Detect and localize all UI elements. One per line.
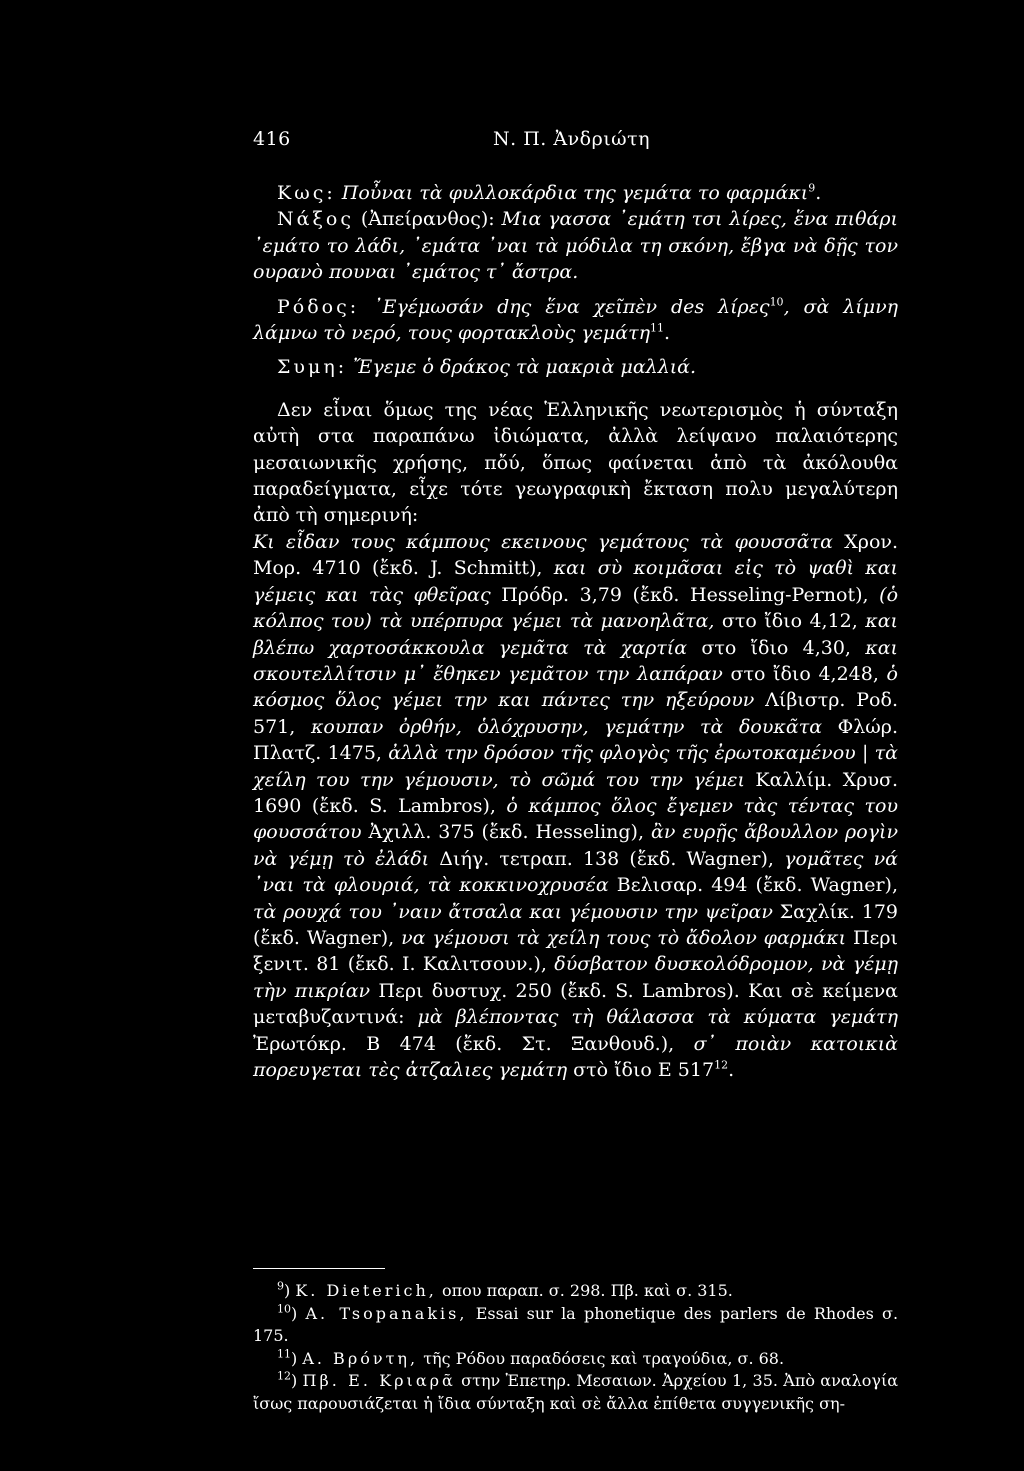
naxos-label: Νάξος bbox=[277, 208, 355, 231]
footnote-text: στην Ἐπετηρ. Μεσαιων. Ἀρχείου 1, 35. Ἀπὸ αναλογία ἴσως παρουσιάζεται ἡ ἴδια σύνταξη καὶ σὲ ἄλλα ἐπίθετα συγγενικῆς ση- bbox=[253, 1371, 899, 1413]
body-text bbox=[253, 180, 898, 1083]
quote-a: Κι εἶδαν τους κάμπους εκεινους γεμάτους τὰ φουσσᾶτα bbox=[253, 530, 833, 553]
footnote-divider bbox=[253, 1268, 385, 1269]
footnote-text: οπου παραπ. σ. 298. Πβ. καὶ σ. 315. bbox=[441, 1281, 733, 1300]
ref-b: Πρόδρ. 3,79 (ἔκδ. Hesseling-Pernot), bbox=[501, 583, 869, 606]
footnote-text: τῆς Ρόδου παραδόσεις καὶ τραγούδια, σ. 68. bbox=[423, 1348, 785, 1368]
naxos-text: Μια γασσα ᾿εμάτη τσι λίρες, ἕνα πιθάρι ᾿εμάτο το λάδι, ᾿εμάτα ᾿ναι τὰ μόδιλα τη σκόνη, ἔβγα νὰ δῇς τον ουρανὸ πουναι ᾿εμάτος τ᾿ ἄστρα. bbox=[253, 208, 898, 284]
footnote-ref-12: 12 bbox=[714, 1058, 729, 1072]
symi-label: Συμη: bbox=[277, 356, 348, 379]
footnote-12: $^{12}$) Πβ. Ε. Κριαρᾶ στην Ἐπετηρ. Μεσαιων. Ἀρχείου 1, 35. Ἀπὸ αναλογία ἴσως παρουσιάζεται ἡ ἴδια σύνταξη καὶ σὲ ἄλλα ἐπίθετα συγγενικῆς ση- bbox=[253, 1369, 899, 1413]
footnote-text: Essai sur la phonetique des parlers de Rhodes σ. 175. bbox=[253, 1303, 899, 1345]
footnote-11: $^{11}$) Α. Βρόντη, τῆς Ρόδου παραδόσεις καὶ τραγούδια, σ. 68. bbox=[277, 1347, 785, 1368]
footnote-ref-9: 9 bbox=[808, 181, 816, 195]
footnote-ref-10: 10 bbox=[769, 295, 784, 309]
quote-c: (ὁ κόλπος του) τὰ υπέρπυρα γέμει τὰ μανοηλᾶτα, bbox=[253, 583, 899, 633]
quote-m: να γέμουσι τὰ χείλη τους τὸ ἄδολον φαρμάκι bbox=[401, 926, 847, 949]
kos-label: Κως: bbox=[277, 182, 336, 204]
rhodes-example bbox=[253, 294, 898, 347]
page-header bbox=[253, 128, 898, 158]
page-number: 416 bbox=[253, 128, 291, 150]
rhodes-label: Ρόδος: bbox=[277, 295, 360, 318]
quote-d: και βλέπω χαρτοσάκκουλα γεμᾶτα τὰ χαρτία bbox=[253, 610, 898, 659]
symi-example bbox=[253, 354, 898, 380]
quote-e: και σκουτελλίτσιν μ᾿ ἔθηκεν γεμᾶτον την λαπάραν bbox=[253, 636, 898, 685]
symi-text: Ἔγεμε ὁ δράκος τὰ μακριὰ μαλλιά. bbox=[353, 356, 697, 379]
quote-h: ἀλλὰ την δρόσον τῆς φλογὸς τῆς ἐρωτοκαμένου | τὰ χείλη του την γέμουσιν, τὸ σῶμά του την γέμει bbox=[253, 742, 898, 791]
kos-example: Κως: Ποὖναι τὰ φυλλοκάρδια της γεμάτα το φαρμάκι$^9$. bbox=[277, 181, 822, 204]
footnote-ref-11: 11 bbox=[649, 321, 664, 335]
footnotes bbox=[253, 1280, 898, 1415]
footnote-author: A. Tsopanakis, bbox=[305, 1303, 468, 1323]
ref-l: Σαχλίκ. 179 (ἔκδ. Wagner), bbox=[253, 900, 898, 949]
ref-i: Ἀχιλλ. 375 (ἔκδ. Hesseling), bbox=[368, 821, 645, 844]
paragraph-end: . bbox=[728, 1059, 735, 1081]
quote-k: γομᾶτες νά ᾿ναι τὰ φλουριά, τὰ κοκκινοχρυσέα bbox=[253, 847, 898, 897]
ref-a: Χρον. Μορ. 4710 (ἔκδ. J. Schmitt), bbox=[253, 530, 898, 580]
ref-j: Διήγ. τετραπ. 138 (ἔκδ. Wagner), bbox=[439, 847, 774, 870]
footnote-author: Α. Βρόντη, bbox=[302, 1348, 419, 1368]
footnote-author: Πβ. Ε. Κριαρᾶ bbox=[302, 1371, 456, 1390]
ref-n: Περι δυστυχ. 250 (ἔκδ. S. Lambros). bbox=[378, 979, 740, 1002]
quote-j: ἂν ευρῇς ἄβουλλον ρογὶν νὰ γέμῃ τὸ ἐλάδι bbox=[253, 821, 899, 870]
rhodes-end: . bbox=[663, 322, 671, 345]
naxos-example bbox=[253, 206, 898, 285]
main-paragraph-examples bbox=[253, 529, 898, 1084]
ref-d: στο ἴδιο 4,30, bbox=[701, 636, 851, 659]
ref-h: Καλλίμ. Χρυσ. 1690 (ἔκδ. S. Lambros), bbox=[253, 768, 899, 817]
quote-l: τὰ ρουχά του ᾿ναιν ἄτσαλα και γέμουσιν την ψεῖραν bbox=[253, 900, 773, 923]
quote-i: ὁ κάμπος ὅλος ἔγεμεν τὰς τέντας του φουσσάτου bbox=[253, 794, 898, 844]
transition-text: Και σὲ κείμενα μεταβυζαντινά: bbox=[253, 979, 899, 1029]
quote-g: κουπαν ὀρθήν, ὁλόχρυσην, γεμάτην τὰ δουκᾶτα bbox=[310, 715, 823, 738]
main-paragraph-intro: Δεν εἶναι ὅμως της νέας Ἑλληνικῆς νεωτερισμὸς ἡ σύνταξη αὐτὴ στα παραπάνω ἰδιώματα, ἀλλὰ λείψανο παλαιότερης μεσαιωνικῆς χρήσης, πὄύ, ὅπως φαίνεται ἀπὸ τὰ ἀκόλουθα παραδείγματα, εἶχε τότε γεωγραφικὴ ἔκταση πολυ μεγαλύτερη ἀπὸ τὴ σημερινή: bbox=[253, 398, 898, 527]
rhodes-text-1: ᾿Εγέμωσάν dης ἕνα χεῖπὲν des λίρες bbox=[373, 295, 770, 318]
footnote-mark: 12 bbox=[277, 1369, 291, 1383]
ref-o: Ἐρωτόκρ. Β 474 (ἔκδ. Στ. Ξανθουδ.), bbox=[253, 1032, 675, 1055]
ref-k: Βελισαρ. 494 (ἔκδ. Wagner), bbox=[616, 874, 898, 897]
kos-text: Ποὖναι τὰ φυλλοκάρδια της γεμάτα το φαρμάκι bbox=[341, 182, 809, 204]
footnote-mark: 11 bbox=[277, 1347, 291, 1361]
quote-p: σ᾿ ποιὰν κατοικιὰ πορευγεται τὲς ἀτζαλιες γεμάτη bbox=[253, 1032, 899, 1081]
quote-o: μὰ βλέποντας τὴ θάλασσα τὰ κύματα γεμάτη bbox=[417, 1006, 898, 1029]
ref-e: στο ἴδιο 4,248, bbox=[730, 662, 879, 685]
footnote-10: $^{10}$) A. Tsopanakis, Essai sur la phonetique des parlers de Rhodes σ. 175. bbox=[253, 1302, 899, 1345]
footnote-author: K. Dieterich, bbox=[295, 1281, 437, 1300]
quote-f: ὁ κόσμος ὅλος γέμει την και πάντες την ηξεύρουν bbox=[253, 662, 898, 712]
quote-b: και σὺ κοιμᾶσαι εἰς τὸ ψαθὶ και γέμεις και τὰς φθεῖρας bbox=[253, 557, 898, 606]
running-title: Ν. Π. Ἀνδριώτη bbox=[493, 128, 651, 150]
naxos-place: (Ἀπείρανθος): bbox=[360, 208, 495, 231]
quote-n: δύσβατον δυσκολόδρομον, νὰ γέμῃ τὴν πικρίαν bbox=[253, 953, 898, 1002]
footnote-mark: 10 bbox=[277, 1302, 291, 1316]
ref-m: Περι ξενιτ. 81 (ἔκδ. Ι. Καλιτσουν.), bbox=[253, 926, 898, 976]
footnote-mark: 9 bbox=[277, 1279, 284, 1293]
ref-g: Φλώρ. Πλατζ. 1475, bbox=[253, 715, 898, 765]
ref-c: στο ἴδιο 4,12, bbox=[721, 610, 858, 633]
footnote-9: $^9$) K. Dieterich, οπου παραπ. σ. 298. Πβ. καὶ σ. 315. bbox=[277, 1279, 733, 1300]
rhodes-text-2: , σὰ λίμνη λάμνω τὸ νερό, τους φορτακλοὺς γεμάτη bbox=[253, 295, 898, 345]
ref-p: στὸ ἴδιο Ε 517 bbox=[573, 1059, 715, 1081]
ref-f: Λίβιστρ. Ροδ. 571, bbox=[253, 689, 898, 738]
